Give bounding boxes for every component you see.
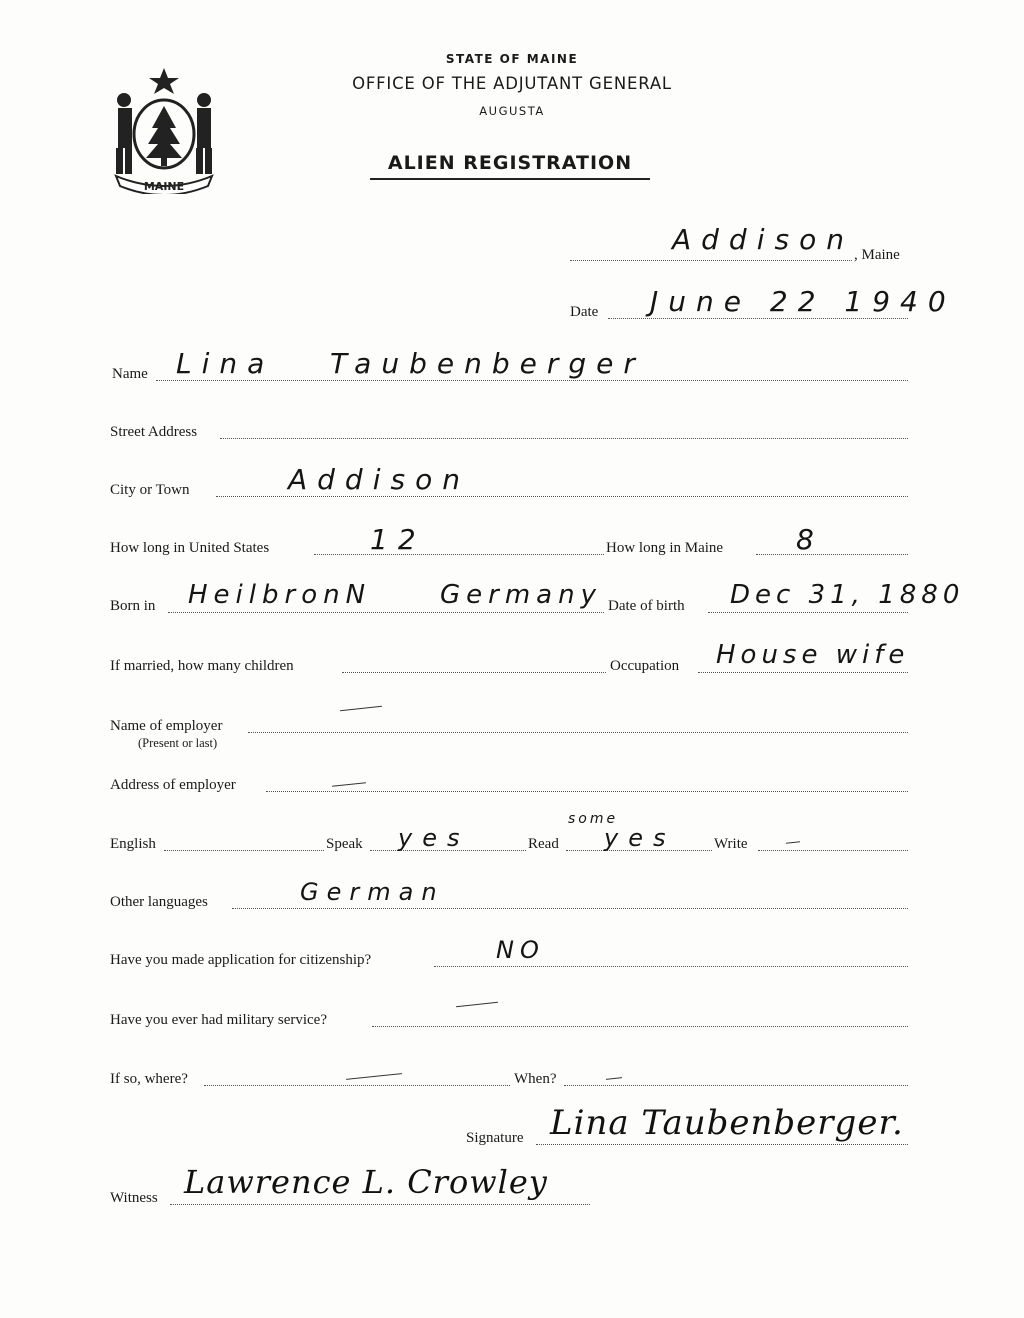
form-title: ALIEN REGISTRATION <box>370 152 650 180</box>
employer-addr-label: Address of employer <box>110 777 236 793</box>
header-office: OFFICE OF THE ADJUTANT GENERAL <box>352 74 672 93</box>
city-value: Addison <box>288 463 470 496</box>
employer-addr-line <box>266 791 908 792</box>
us-line <box>314 554 604 555</box>
other-languages-label: Other languages <box>110 894 208 910</box>
write-label: Write <box>714 836 748 852</box>
military-label: Have you ever had military service? <box>110 1012 327 1028</box>
when-dash <box>606 1077 622 1080</box>
speak-label: Speak <box>326 836 363 852</box>
employer-line <box>248 732 908 733</box>
dob-label: Date of birth <box>608 598 685 614</box>
when-line <box>564 1085 908 1086</box>
speak-value: yes <box>398 824 470 852</box>
witness-line <box>170 1204 590 1205</box>
write-line <box>758 850 908 851</box>
occupation-value: House wife <box>716 640 910 670</box>
street-label: Street Address <box>110 424 198 440</box>
us-value: 12 <box>370 523 426 556</box>
signature-label: Signature <box>466 1130 524 1146</box>
maine-long-label: How long in Maine <box>606 540 724 556</box>
other-languages-line <box>232 908 908 909</box>
born-city-value: HeilbronN <box>188 580 372 610</box>
read-label: Read <box>528 836 559 852</box>
name-line <box>156 380 908 381</box>
born-label: Born in <box>110 598 156 614</box>
city-line <box>216 496 908 497</box>
citizenship-value: NO <box>496 936 545 964</box>
write-dash <box>786 841 800 843</box>
date-value: June 22 1940 <box>650 285 956 318</box>
town-value: Addison <box>672 223 854 256</box>
seal-text: MAINE <box>143 180 185 193</box>
married-label: If married, how many children <box>110 658 294 674</box>
english-line <box>164 850 324 851</box>
born-country-value: Germany <box>440 580 602 610</box>
name-label: Name <box>112 366 148 382</box>
employer-label: Name of employer <box>110 718 223 734</box>
date-label: Date <box>570 304 599 320</box>
english-label: English <box>110 836 156 852</box>
where-label: If so, where? <box>110 1071 188 1087</box>
maine-label: , Maine <box>854 247 900 263</box>
name-last-value: Taubenberger <box>330 347 645 380</box>
military-dash <box>456 1002 498 1007</box>
street-line <box>220 438 908 439</box>
where-line <box>204 1085 510 1086</box>
maine-long-line <box>756 554 908 555</box>
other-languages-value: German <box>300 878 445 906</box>
employer-addr-dash <box>332 782 366 787</box>
witness-label: Witness <box>110 1190 158 1206</box>
read-note-value: some <box>568 811 619 827</box>
married-line <box>342 672 606 673</box>
maine-long-value: 8 <box>796 523 824 556</box>
employer-sublabel: (Present or last) <box>138 736 218 750</box>
occupation-label: Occupation <box>610 658 680 674</box>
us-label: How long in United States <box>110 540 270 556</box>
name-first-value: Lina <box>176 347 275 380</box>
dob-value: Dec 31, 1880 <box>730 580 965 610</box>
when-label: When? <box>514 1071 557 1087</box>
witness-value: Lawrence L. Crowley <box>184 1163 548 1201</box>
dob-line <box>708 612 908 613</box>
town-line <box>570 260 852 261</box>
read-value: yes <box>604 824 676 852</box>
occupation-line <box>698 672 908 673</box>
city-label: City or Town <box>110 482 190 498</box>
signature-value: Lina Taubenberger. <box>550 1103 904 1143</box>
children-dash <box>340 706 382 711</box>
signature-line <box>536 1144 908 1145</box>
header-city: AUGUSTA <box>479 104 545 118</box>
where-dash <box>346 1073 402 1080</box>
citizenship-line <box>434 966 908 967</box>
born-line <box>168 612 604 613</box>
military-line <box>372 1026 908 1027</box>
date-line <box>608 318 908 319</box>
header-state: STATE OF MAINE <box>445 52 579 66</box>
citizenship-label: Have you made application for citizenship? <box>110 952 372 968</box>
